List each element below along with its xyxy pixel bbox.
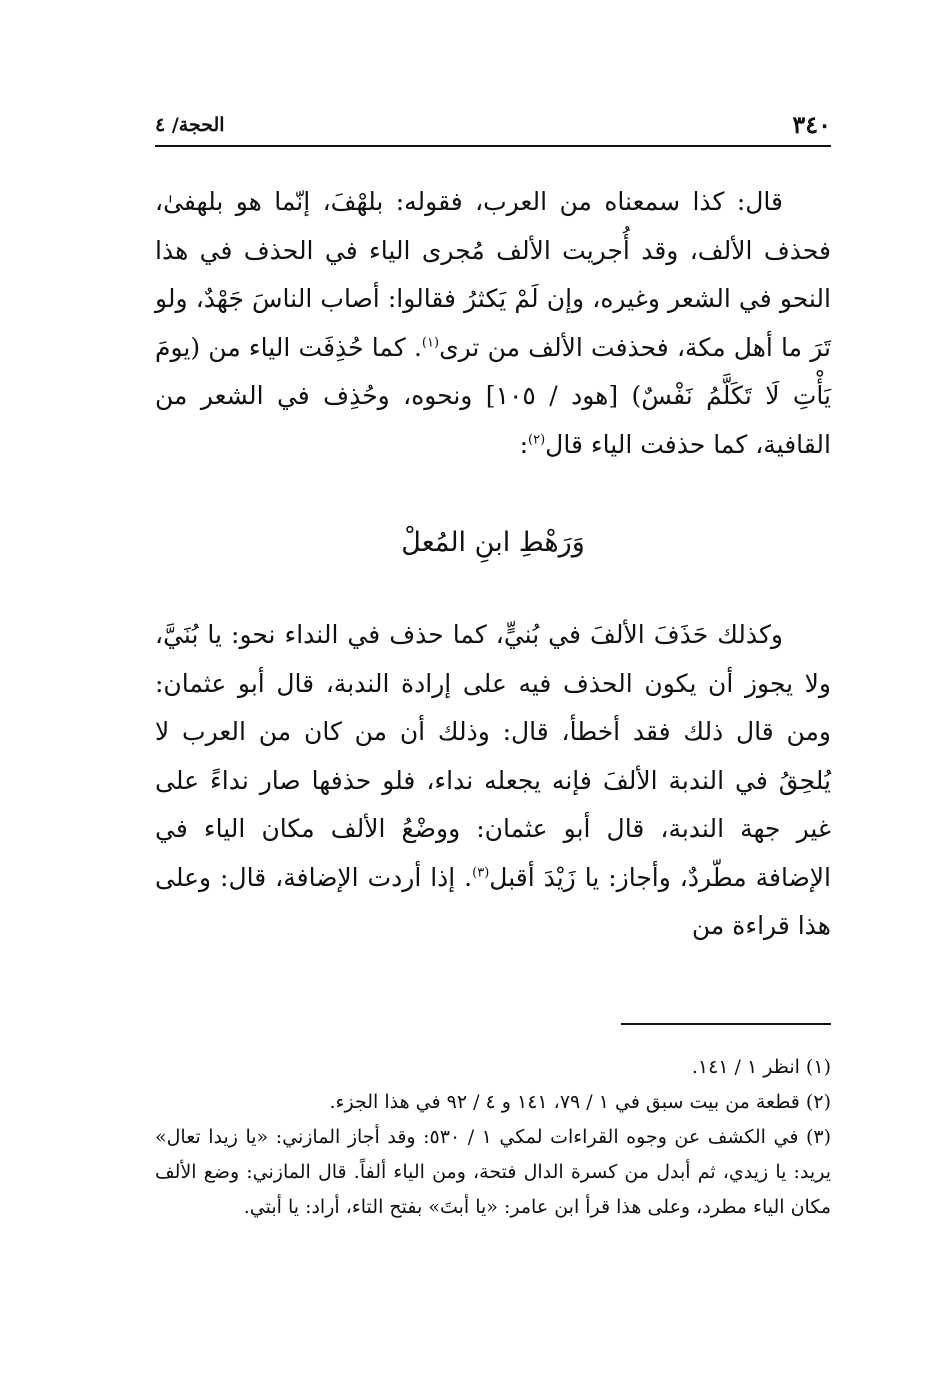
running-title: الحجة/ ٤: [155, 114, 225, 136]
main-text: [155, 178, 831, 951]
footnote-ref-2[interactable]: (٢): [528, 432, 546, 448]
paragraph-2-end: . إذا أردت الإضافة، قال: وعلى هذا قراءة من: [155, 862, 831, 940]
footnote-3: (٣) في الكشف عن وجوه القراءات لمكي ١ / ٥٣٠: وقد أجاز المازني: «يا زيدا تعال» يريد: يا زيدي، ثم أبدل من كسرة الدال فتحة، ومن الياء ألفاً. قال المازني: وضع الألف مكان الياء مطرد، وعلى هذا قرأ ابن عامر: «يا أبتَ» بفتح التاء، أراد: يا أبتي.: [155, 1126, 832, 1218]
footnote-2: (٢) قطعة من بيت سبق في ١ / ٧٩، ١٤١ و ٤ / ٩٢ في هذا الجزء.: [329, 1091, 831, 1113]
header-rule: [155, 145, 831, 147]
page-number: ٣٤٠: [792, 110, 831, 139]
paragraph-1: [155, 178, 831, 469]
footnote-separator: [621, 1023, 831, 1025]
paragraph-2-text: وكذلك حَذَفَ الألفَ في بُنيٍّ، كما حذف في النداء نحو: يا بُنَيَّ، ولا يجوز أن يكون الحذف فيه على إرادة الندبة، قال أبو عثمان: ومن قال ذلك فقد أخطأ، قال: وذلك أن من كان من العرب لا يُلحِقُ في الندبة الألفَ فإنه يجعله نداء، فلو حذفها صار نداءً على غير جهة الندبة، قال أبو عثمان: ووضْعُ الألف مكان الياء في الإضافة مطّردٌ، وأجاز: يا زَيْدَ أقبل: [155, 620, 832, 892]
page-header: [155, 110, 831, 150]
paragraph-1-middle: . كما حُذِفَت الياء من (يومَ يَأْتِ لَا تَكَلَّمُ نَفْسٌ) [هود / ١٠٥] ونحوه، وحُذِف في الشعر من القافية، كما حذفت الياء قال: [155, 332, 832, 459]
book-page: [155, 0, 831, 1378]
paragraph-1-text: قال: كذا سمعناه من العرب، فقوله: بلهْفَ، إنّما هو بلهفىٰ، فحذف الألف، وقد أُجريت الألف مُجرى الياء في الحذف في هذا النحو في الشعر وغيره، وإن لَمْ يَكثرُ فقالوا: أصاب الناسَ جَهْدٌ، ولو تَرَ ما أهل مكة، فحذفت الألف من ترى: [155, 187, 831, 362]
footnotes: [155, 1050, 831, 1225]
paragraph-1-end: :: [519, 429, 529, 459]
footnote-ref-3[interactable]: (٣): [472, 865, 490, 881]
verse-line: وَرَهْطِ ابنِ المُعلْ: [401, 527, 585, 558]
footnote-ref-1[interactable]: (١): [421, 335, 440, 351]
paragraph-2: [155, 611, 831, 951]
footnote-1: (١) انظر ١ / ١٤١.: [691, 1056, 831, 1078]
